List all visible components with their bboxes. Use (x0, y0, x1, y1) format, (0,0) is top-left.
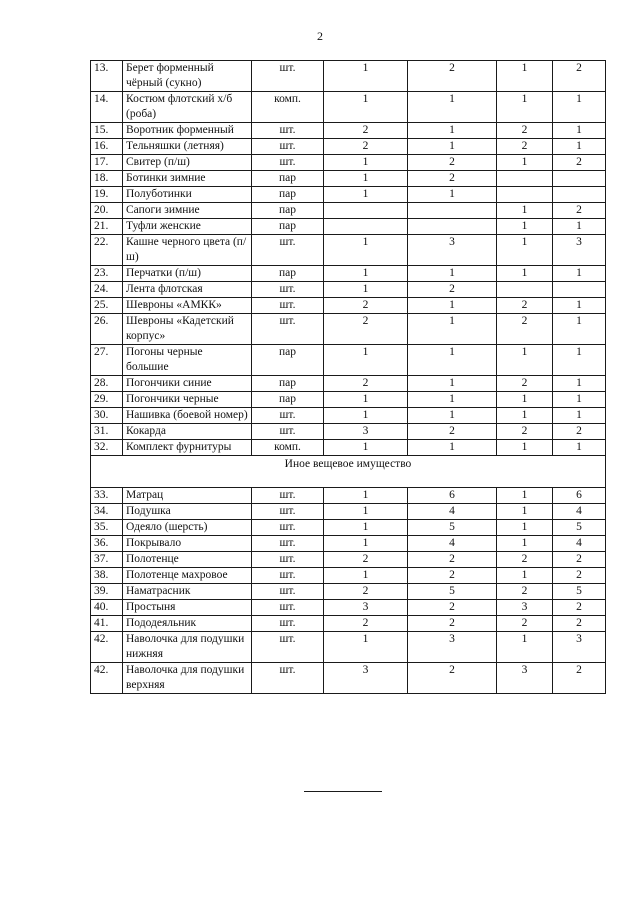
row-number: 17. (91, 155, 123, 171)
value-col-1 (324, 203, 408, 219)
value-col-1: 2 (324, 376, 408, 392)
item-unit: комп. (252, 440, 324, 456)
table-row (91, 616, 606, 632)
row-number: 25. (91, 298, 123, 314)
value-col-1: 1 (324, 632, 408, 663)
end-of-table-rule (304, 791, 382, 792)
table-row (91, 155, 606, 171)
value-col-2: 2 (408, 616, 497, 632)
value-col-3 (497, 187, 553, 203)
table-row (91, 504, 606, 520)
item-name: Ботинки зимние (123, 171, 252, 187)
row-number: 22. (91, 235, 123, 266)
item-name: Кокарда (123, 424, 252, 440)
value-col-3 (497, 282, 553, 298)
table-row (91, 440, 606, 456)
value-col-2: 6 (408, 488, 497, 504)
value-col-4: 2 (553, 568, 606, 584)
table-row (91, 314, 606, 345)
value-col-3: 2 (497, 123, 553, 139)
item-unit: шт. (252, 536, 324, 552)
value-col-3: 1 (497, 92, 553, 123)
value-col-1 (324, 219, 408, 235)
item-name: Нашивка (боевой номер) (123, 408, 252, 424)
value-col-3: 2 (497, 314, 553, 345)
value-col-4: 1 (553, 219, 606, 235)
item-unit: шт. (252, 298, 324, 314)
value-col-4: 1 (553, 376, 606, 392)
value-col-4: 1 (553, 298, 606, 314)
inventory-table (90, 60, 606, 694)
value-col-3: 1 (497, 235, 553, 266)
value-col-4: 1 (553, 266, 606, 282)
item-name: Лента флотская (123, 282, 252, 298)
value-col-2: 1 (408, 345, 497, 376)
table-row (91, 219, 606, 235)
value-col-1: 2 (324, 139, 408, 155)
item-name: Шевроны «Кадетский корпус» (123, 314, 252, 345)
table-row (91, 123, 606, 139)
value-col-4: 2 (553, 616, 606, 632)
item-unit: шт. (252, 632, 324, 663)
item-unit: шт. (252, 584, 324, 600)
table-row (91, 139, 606, 155)
value-col-2: 5 (408, 584, 497, 600)
item-name: Погоны черные большие (123, 345, 252, 376)
value-col-2: 2 (408, 424, 497, 440)
item-name: Сапоги зимние (123, 203, 252, 219)
item-unit: пар (252, 171, 324, 187)
item-unit: шт. (252, 663, 324, 694)
table-row (91, 488, 606, 504)
row-number: 24. (91, 282, 123, 298)
row-number: 42. (91, 632, 123, 663)
table-row (91, 424, 606, 440)
value-col-4 (553, 171, 606, 187)
item-name: Наволочка для подушки нижняя (123, 632, 252, 663)
item-name: Погончики черные (123, 392, 252, 408)
value-col-3: 1 (497, 520, 553, 536)
value-col-3: 2 (497, 616, 553, 632)
row-number: 29. (91, 392, 123, 408)
value-col-4: 1 (553, 392, 606, 408)
value-col-2: 3 (408, 632, 497, 663)
table-row (91, 376, 606, 392)
item-unit: пар (252, 376, 324, 392)
value-col-3: 3 (497, 663, 553, 694)
value-col-3: 1 (497, 504, 553, 520)
value-col-1: 2 (324, 552, 408, 568)
row-number: 35. (91, 520, 123, 536)
table-row (91, 568, 606, 584)
value-col-2: 2 (408, 155, 497, 171)
item-name: Одеяло (шерсть) (123, 520, 252, 536)
value-col-3: 1 (497, 632, 553, 663)
value-col-2: 1 (408, 440, 497, 456)
page-number: 2 (317, 29, 323, 43)
value-col-4: 3 (553, 632, 606, 663)
item-unit: пар (252, 203, 324, 219)
item-name: Наматрасник (123, 584, 252, 600)
row-number: 28. (91, 376, 123, 392)
item-name: Комплект фурнитуры (123, 440, 252, 456)
value-col-1: 2 (324, 314, 408, 345)
value-col-3: 1 (497, 488, 553, 504)
row-number: 13. (91, 61, 123, 92)
item-unit: шт. (252, 568, 324, 584)
value-col-2: 1 (408, 376, 497, 392)
value-col-4: 2 (553, 155, 606, 171)
row-number: 41. (91, 616, 123, 632)
row-number: 20. (91, 203, 123, 219)
row-number: 38. (91, 568, 123, 584)
value-col-4: 4 (553, 504, 606, 520)
item-name: Воротник форменный (123, 123, 252, 139)
value-col-4: 2 (553, 61, 606, 92)
table-row (91, 92, 606, 123)
table-row (91, 266, 606, 282)
item-unit: пар (252, 345, 324, 376)
value-col-1: 1 (324, 408, 408, 424)
table-row (91, 235, 606, 266)
value-col-4: 2 (553, 600, 606, 616)
item-unit: шт. (252, 424, 324, 440)
value-col-2: 1 (408, 187, 497, 203)
item-unit: пар (252, 187, 324, 203)
value-col-2: 1 (408, 408, 497, 424)
value-col-4: 5 (553, 520, 606, 536)
value-col-1: 2 (324, 616, 408, 632)
item-unit: шт. (252, 61, 324, 92)
item-name: Пододеяльник (123, 616, 252, 632)
item-unit: шт. (252, 616, 324, 632)
value-col-3: 2 (497, 376, 553, 392)
value-col-3: 1 (497, 536, 553, 552)
item-unit: шт. (252, 408, 324, 424)
value-col-3: 1 (497, 345, 553, 376)
value-col-1: 2 (324, 123, 408, 139)
value-col-4: 5 (553, 584, 606, 600)
row-number: 36. (91, 536, 123, 552)
table-row (91, 552, 606, 568)
value-col-1: 1 (324, 187, 408, 203)
item-unit: шт. (252, 235, 324, 266)
value-col-1: 2 (324, 298, 408, 314)
row-number: 32. (91, 440, 123, 456)
value-col-4: 4 (553, 536, 606, 552)
item-unit: шт. (252, 155, 324, 171)
table-row (91, 61, 606, 92)
table-row (91, 187, 606, 203)
item-unit: шт. (252, 123, 324, 139)
value-col-4: 2 (553, 552, 606, 568)
value-col-2 (408, 219, 497, 235)
value-col-2: 2 (408, 171, 497, 187)
item-unit: шт. (252, 600, 324, 616)
value-col-2: 2 (408, 282, 497, 298)
value-col-3 (497, 171, 553, 187)
value-col-4 (553, 187, 606, 203)
value-col-4: 1 (553, 92, 606, 123)
value-col-1: 1 (324, 440, 408, 456)
value-col-2: 4 (408, 536, 497, 552)
section-title: Иное вещевое имущество (91, 456, 606, 488)
value-col-3: 1 (497, 155, 553, 171)
value-col-3: 1 (497, 266, 553, 282)
value-col-1: 1 (324, 345, 408, 376)
table-row (91, 408, 606, 424)
value-col-4: 2 (553, 663, 606, 694)
row-number: 19. (91, 187, 123, 203)
row-number: 34. (91, 504, 123, 520)
value-col-3: 2 (497, 424, 553, 440)
item-name: Шевроны «АМКК» (123, 298, 252, 314)
row-number: 31. (91, 424, 123, 440)
row-number: 42. (91, 663, 123, 694)
item-name: Подушка (123, 504, 252, 520)
item-unit: шт. (252, 488, 324, 504)
value-col-2: 2 (408, 568, 497, 584)
value-col-3: 1 (497, 408, 553, 424)
value-col-4: 1 (553, 345, 606, 376)
value-col-1: 1 (324, 61, 408, 92)
value-col-4: 1 (553, 314, 606, 345)
table-row (91, 632, 606, 663)
row-number: 21. (91, 219, 123, 235)
item-unit: шт. (252, 314, 324, 345)
item-name: Погончики синие (123, 376, 252, 392)
value-col-1: 1 (324, 266, 408, 282)
value-col-2: 1 (408, 298, 497, 314)
value-col-3: 1 (497, 440, 553, 456)
value-col-2: 1 (408, 139, 497, 155)
item-name: Кашне черного цвета (п/ш) (123, 235, 252, 266)
value-col-2: 1 (408, 314, 497, 345)
value-col-1: 3 (324, 424, 408, 440)
item-name: Костюм флотский х/б (роба) (123, 92, 252, 123)
value-col-2: 2 (408, 663, 497, 694)
row-number: 26. (91, 314, 123, 345)
item-name: Перчатки (п/ш) (123, 266, 252, 282)
value-col-4: 1 (553, 440, 606, 456)
value-col-1: 1 (324, 282, 408, 298)
value-col-1: 1 (324, 92, 408, 123)
item-unit: шт. (252, 504, 324, 520)
value-col-4: 6 (553, 488, 606, 504)
table-row (91, 282, 606, 298)
item-name: Полотенце махровое (123, 568, 252, 584)
row-number: 30. (91, 408, 123, 424)
value-col-1: 2 (324, 584, 408, 600)
value-col-4: 3 (553, 235, 606, 266)
value-col-3: 1 (497, 392, 553, 408)
value-col-3: 2 (497, 298, 553, 314)
value-col-4: 1 (553, 408, 606, 424)
row-number: 27. (91, 345, 123, 376)
row-number: 18. (91, 171, 123, 187)
table-row (91, 392, 606, 408)
value-col-1: 1 (324, 488, 408, 504)
value-col-4: 2 (553, 424, 606, 440)
row-number: 23. (91, 266, 123, 282)
value-col-1: 3 (324, 663, 408, 694)
value-col-2: 1 (408, 123, 497, 139)
value-col-2: 4 (408, 504, 497, 520)
item-unit: комп. (252, 92, 324, 123)
value-col-4 (553, 282, 606, 298)
row-number: 37. (91, 552, 123, 568)
value-col-2: 5 (408, 520, 497, 536)
value-col-1: 3 (324, 600, 408, 616)
item-name: Берет форменный чёрный (сукно) (123, 61, 252, 92)
section-row (91, 456, 606, 488)
value-col-2: 1 (408, 392, 497, 408)
table-row (91, 584, 606, 600)
value-col-3: 2 (497, 584, 553, 600)
value-col-1: 1 (324, 536, 408, 552)
value-col-1: 1 (324, 568, 408, 584)
value-col-4: 2 (553, 203, 606, 219)
item-name: Покрывало (123, 536, 252, 552)
value-col-2: 1 (408, 266, 497, 282)
value-col-1: 1 (324, 520, 408, 536)
item-name: Простыня (123, 600, 252, 616)
table-row (91, 203, 606, 219)
row-number: 40. (91, 600, 123, 616)
item-unit: пар (252, 266, 324, 282)
table-row (91, 298, 606, 314)
item-name: Полуботинки (123, 187, 252, 203)
value-col-1: 1 (324, 171, 408, 187)
value-col-1: 1 (324, 235, 408, 266)
item-unit: шт. (252, 552, 324, 568)
row-number: 16. (91, 139, 123, 155)
row-number: 39. (91, 584, 123, 600)
item-unit: пар (252, 392, 324, 408)
table-row (91, 520, 606, 536)
value-col-4: 1 (553, 139, 606, 155)
item-name: Полотенце (123, 552, 252, 568)
value-col-1: 1 (324, 392, 408, 408)
value-col-2: 2 (408, 600, 497, 616)
table-row (91, 536, 606, 552)
table-row (91, 663, 606, 694)
row-number: 33. (91, 488, 123, 504)
value-col-2: 2 (408, 552, 497, 568)
item-name: Свитер (п/ш) (123, 155, 252, 171)
table-row (91, 600, 606, 616)
row-number: 14. (91, 92, 123, 123)
item-unit: пар (252, 219, 324, 235)
value-col-2: 1 (408, 92, 497, 123)
value-col-2: 2 (408, 61, 497, 92)
value-col-2: 3 (408, 235, 497, 266)
value-col-2 (408, 203, 497, 219)
item-name: Тельняшки (летняя) (123, 139, 252, 155)
value-col-3: 3 (497, 600, 553, 616)
value-col-3: 1 (497, 219, 553, 235)
item-unit: шт. (252, 520, 324, 536)
value-col-4: 1 (553, 123, 606, 139)
value-col-3: 1 (497, 203, 553, 219)
row-number: 15. (91, 123, 123, 139)
table-row (91, 171, 606, 187)
value-col-3: 2 (497, 139, 553, 155)
item-name: Матрац (123, 488, 252, 504)
value-col-3: 1 (497, 61, 553, 92)
table-body (91, 61, 606, 694)
value-col-1: 1 (324, 504, 408, 520)
item-name: Наволочка для подушки верхняя (123, 663, 252, 694)
item-unit: шт. (252, 282, 324, 298)
value-col-3: 1 (497, 568, 553, 584)
value-col-1: 1 (324, 155, 408, 171)
table-row (91, 345, 606, 376)
value-col-3: 2 (497, 552, 553, 568)
item-name: Туфли женские (123, 219, 252, 235)
item-unit: шт. (252, 139, 324, 155)
